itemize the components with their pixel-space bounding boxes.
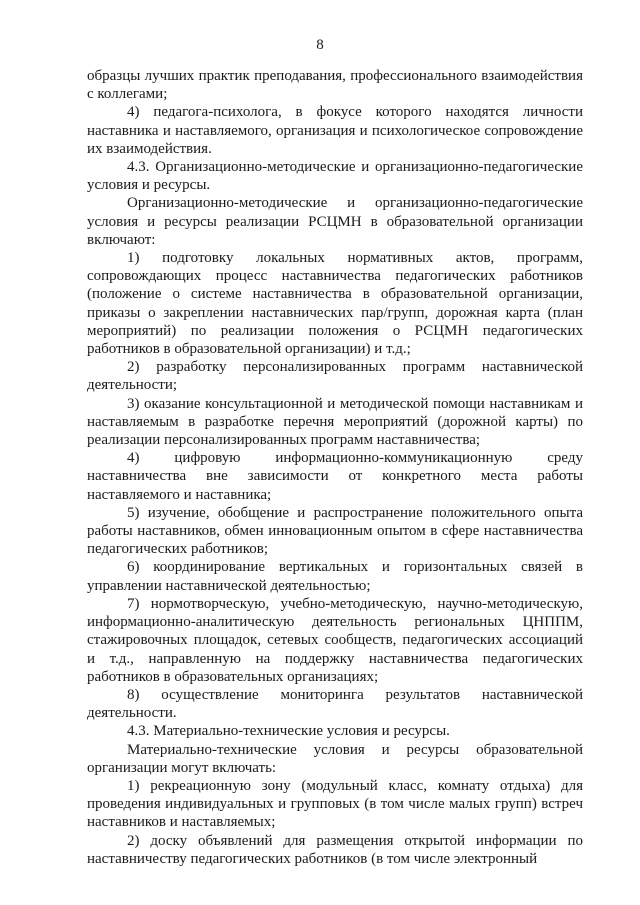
list-item: 5) изучение, обобщение и распространение положительного опыта работы наставников, обмен инновационным опытом в сфере наставничества педагогических работников; (87, 504, 583, 558)
list-item: 2) доску объявлений для размещения открытой информации по наставничеству педагогических работников (в том числе электронный (87, 832, 583, 867)
list-item: 1) рекреационную зону (модульный класс, комнату отдыха) для проведения индивидуальных и групповых (в том числе малых групп) встреч наставников и наставляемых; (87, 777, 583, 831)
list-item: 1) подготовку локальных нормативных актов, программ, сопровождающих процесс наставничества педагогических работников (положение о системе наставничества в образовательной организации, приказы о закреплении наставнических пар/групп, дорожная карта (план мероприятий) по реализации положения о РСЦМН педагогических работников в образовательной организации) и т.д.; (87, 250, 583, 358)
document-body (87, 67, 583, 868)
paragraph: образцы лучших практик преподавания, профессионального взаимодействия с коллегами; (87, 68, 583, 103)
paragraph: 4) педагога-психолога, в фокусе которого находятся личности наставника и наставляемого, организация и психологическое сопровождение их взаимодействия. (87, 104, 583, 157)
list-item: 7) нормотворческую, учебно-методическую, научно-методическую, информационно-аналитическую деятельность региональных ЦНППМ, стажировочных площадок, сетевых сообществ, педагогических ассоциаций и т.д., направленную на поддержку наставничества педагогических работников в образовательных организациях; (87, 595, 583, 685)
list-item: 2) разработку персонализированных программ наставнической деятельности; (87, 359, 583, 394)
list-item: 4) цифровую информационно-коммуникационную среду наставничества вне зависимости от конкретного места работы наставляемого и наставника; (87, 450, 583, 503)
section-heading: 4.3. Организационно-методические и организационно-педагогические условия и ресурсы. (87, 159, 583, 194)
paragraph: Материально-технические условия и ресурсы образовательной организации могут включать: (87, 741, 583, 776)
list-item: 6) координирование вертикальных и горизонтальных связей в управлении наставнической деятельностью; (87, 559, 583, 594)
list-item: 8) осуществление мониторинга результатов наставнической деятельности. (87, 686, 583, 722)
section-heading: 4.3. Материально-технические условия и ресурсы. (127, 723, 450, 740)
page-number: 8 (316, 37, 324, 53)
list-item: 3) оказание консультационной и методической помощи наставникам и наставляемым в разработке перечня мероприятий (дорожной карты) по реализации персонализированных программ наставничества; (87, 395, 583, 449)
paragraph: Организационно-методические и организационно-педагогические условия и ресурсы реализации РСЦМН в образовательной организации включают: (87, 195, 583, 248)
